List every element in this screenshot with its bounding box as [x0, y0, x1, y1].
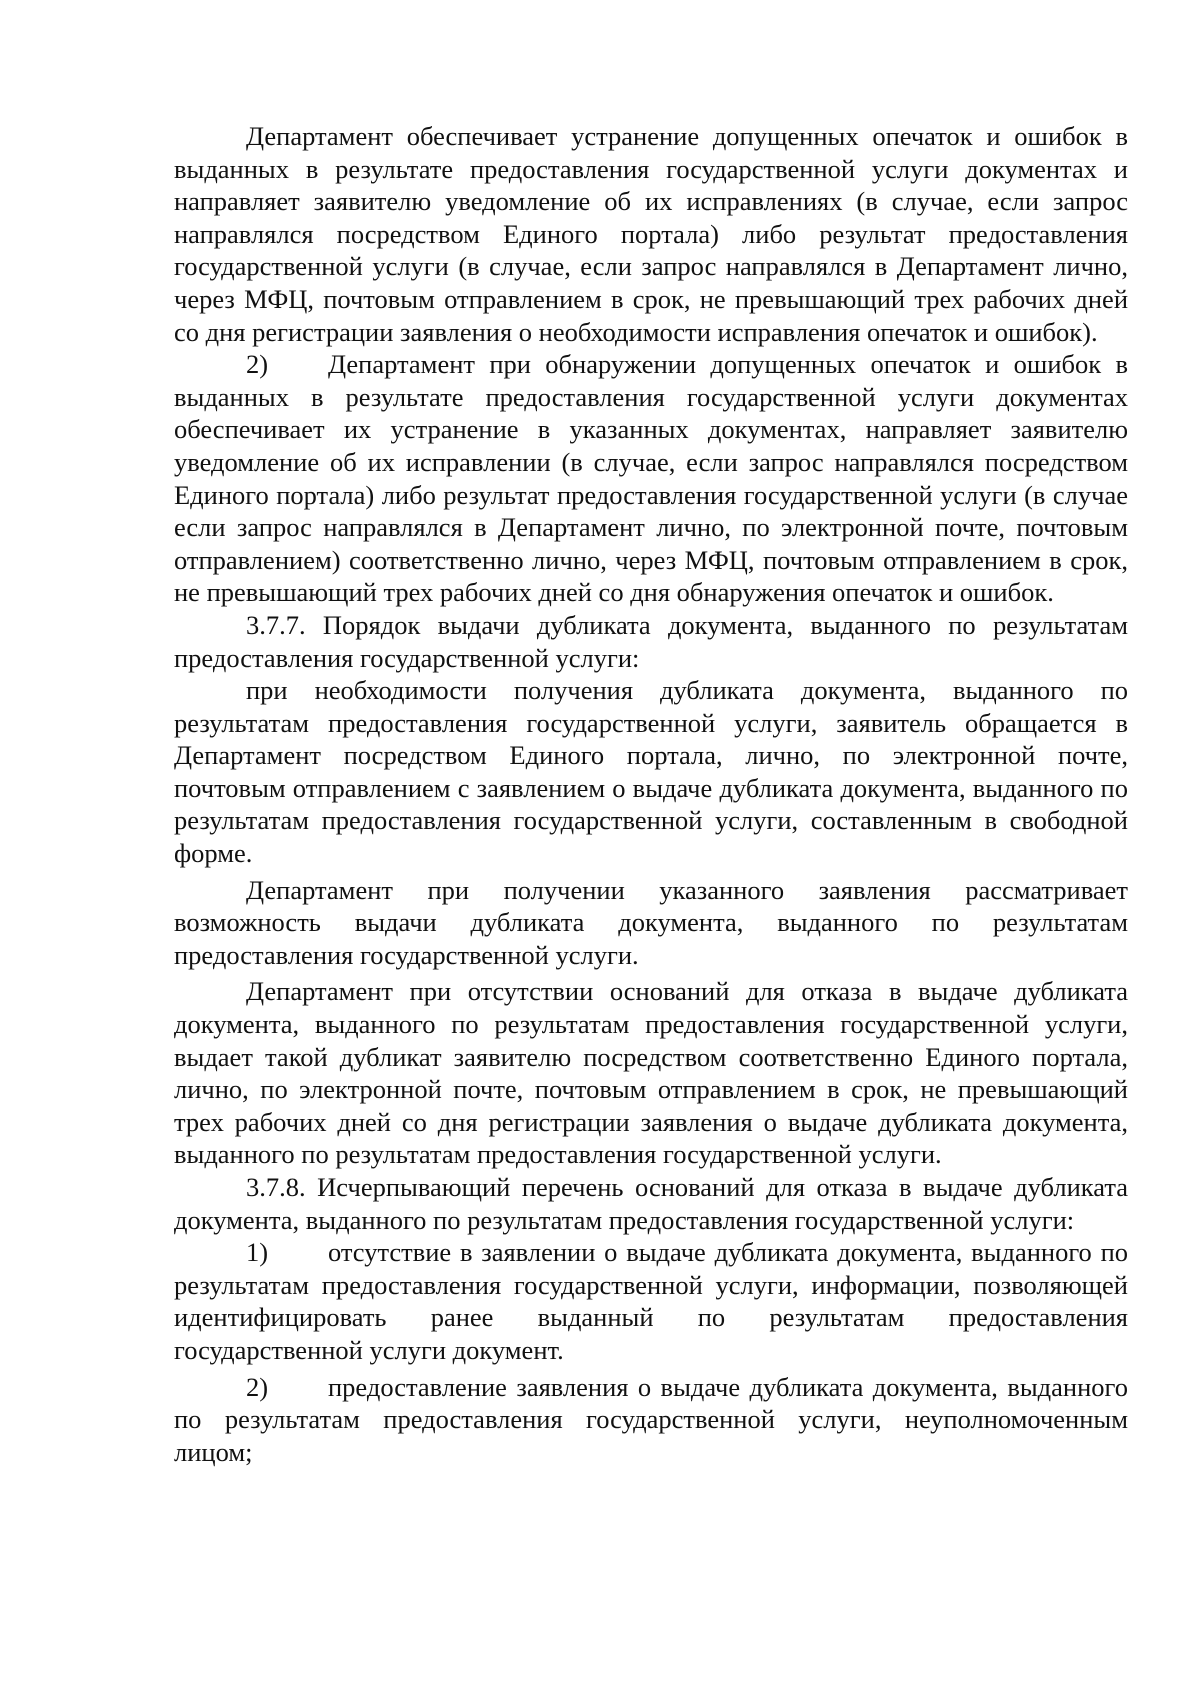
list-item-text: Департамент при обнаружении допущенных опечаток и ошибок в выданных в результате предоставления государственной услуги документах обеспечивает их устранение в указанных документах, направляет заявителю уведомление об их исправлении (в случае, если запрос направлялся посредством Единого портала) либо результат предоставления государственной услуги (в случае если запрос направлялся в Департамент лично, по электронной почте, почтовым отправлением) соответственно лично, через МФЦ, почтовым отправлением в срок, не превышающий трех рабочих дней со дня обнаружения опечаток и ошибок.	[174, 349, 1128, 608]
paragraph-duplicate-request: при необходимости получения дубликата документа, выданного по результатам предоставления государственной услуги, заявитель обращается в Департамент посредством Единого портала, лично, по электронной почте, почтовым отправлением с заявлением о выдаче дубликата документа, выданного по результатам предоставления государственной услуги, составленным в свободной форме.	[174, 675, 1128, 869]
list-item-number: 2)	[246, 1371, 269, 1402]
list-item-1-missing-info	[174, 1236, 1128, 1366]
paragraph-section-3-7-8: 3.7.8. Исчерпывающий перечень оснований для отказа в выдаче дубликата документа, выданного по результатам предоставления государственной услуги:	[174, 1172, 1128, 1235]
paragraph-section-3-7-7: 3.7.7. Порядок выдачи дубликата документа, выданного по результатам предоставления государственной услуги:	[174, 609, 1128, 673]
document-body	[174, 120, 1128, 1468]
list-item-2-detection	[174, 348, 1128, 609]
list-item-number: 1)	[246, 1237, 269, 1268]
list-item-text: предоставление заявления о выдаче дубликата документа, выданного по результатам предоставления государственной услуги, неуполномоченным лицом;	[174, 1371, 1128, 1467]
list-item-text: отсутствие в заявлении о выдаче дубликата документа, выданного по результатам предоставления государственной услуги, информации, позволяющей идентифицировать ранее выданный по результатам предоставления государственной услуги документ.	[174, 1237, 1128, 1365]
paragraph-correction-department: Департамент обеспечивает устранение допущенных опечаток и ошибок в выданных в результате предоставления государственной услуги документах и направляет заявителю уведомление об их исправлениях (в случае, если запрос направлялся посредством Единого портала) либо результат предоставления государственной услуги (в случае, если запрос направлялся в Департамент лично, через МФЦ, почтовым отправлением в срок, не превышающий трех рабочих дней со дня регистрации заявления о необходимости исправления опечаток и ошибок).	[174, 121, 1128, 347]
list-item-2-unauthorized	[174, 1371, 1128, 1469]
list-item-number: 2)	[246, 349, 269, 380]
paragraph-duplicate-issue: Департамент при отсутствии оснований для отказа в выдаче дубликата документа, выданного по результатам предоставления государственной услуги, выдает такой дубликат заявителю посредством соответственно Единого портала, лично, по электронной почте, почтовым отправлением в срок, не превышающий трех рабочих дней со дня регистрации заявления о выдаче дубликата документа, выданного по результатам предоставления государственной услуги.	[174, 976, 1128, 1170]
paragraph-duplicate-review: Департамент при получении указанного заявления рассматривает возможность выдачи дубликата документа, выданного по результатам предоставления государственной услуги.	[174, 874, 1128, 970]
